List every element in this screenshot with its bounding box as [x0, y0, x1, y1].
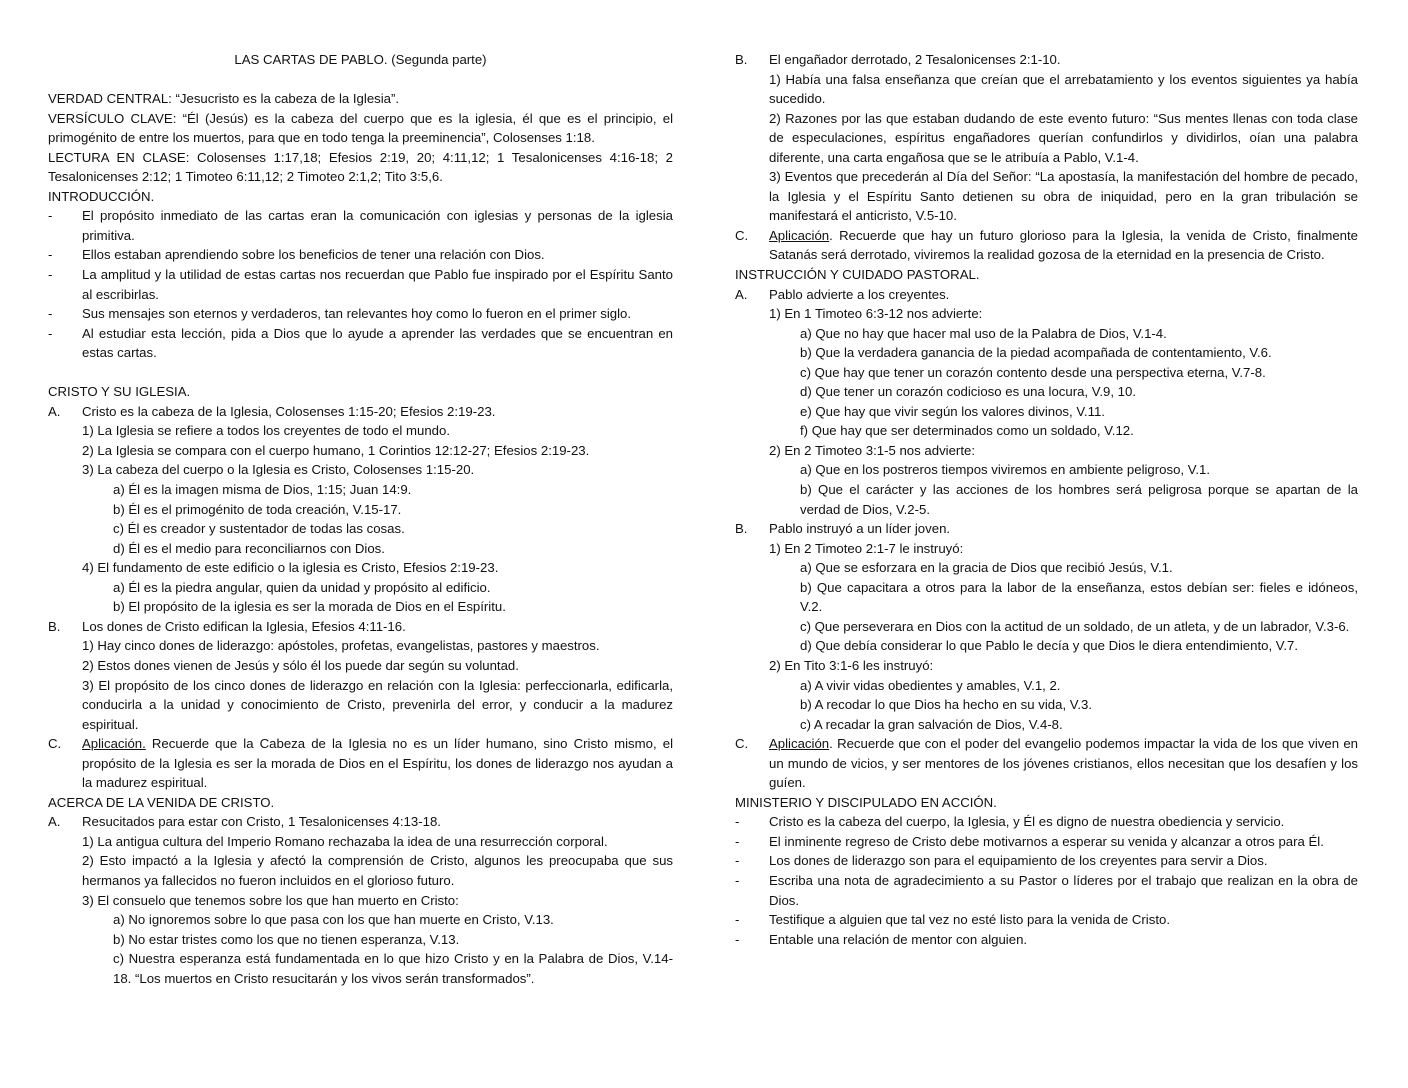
outline-subitem: 1) Hay cinco dones de liderazgo: apóstoles, profetas, evangelistas, pastores y maestros.: [82, 638, 600, 654]
section-heading-venida: ACERCA DE LA VENIDA DE CRISTO.: [48, 794, 275, 810]
outline-point: c) Él es creador y sustentador de todas las cosas.: [113, 521, 405, 537]
outline-point: b) Que el carácter y las acciones de los hombres será peligrosa porque se apartan de la verdad de Dios, V.2-5.: [800, 482, 1358, 517]
outline-subitem: 4) El fundamento de este edificio o la iglesia es Cristo, Efesios 2:19-23.: [82, 560, 499, 576]
outline-item-a: A. Pablo advierte a los creyentes.: [735, 286, 950, 302]
outline-point: c) A recadar la gran salvación de Dios, V.4-8.: [800, 716, 1063, 732]
section-heading-ministerio: MINISTERIO Y DISCIPULADO EN ACCIÓN.: [735, 794, 997, 810]
outline-subitem: 2) Razones por las que estaban dudando de este evento futuro: “Sus mentes llenas con toda clase de especulaciones, espíritus engañadores querían confundirlos y dividirlos, oían una palabra diferente, una carta engañosa que se le atribuía a Pablo, V.1-4.: [769, 110, 1358, 165]
outline-point: a) Que no hay que hacer mal uso de la Palabra de Dios, V.1-4.: [800, 325, 1167, 341]
outline-point: b) No estar tristes como los que no tienen esperanza, V.13.: [113, 931, 460, 947]
outline-point: a) A vivir vidas obedientes y amables, V.1, 2.: [800, 677, 1061, 693]
outline-item-a: A. Cristo es la cabeza de la Iglesia, Colosenses 1:15-20; Efesios 2:19-23.: [48, 403, 496, 419]
outline-point: b) Que la verdadera ganancia de la piedad acompañada de contentamiento, V.6.: [800, 345, 1272, 361]
ministerio-item: - Entable una relación de mentor con alguien.: [735, 931, 1028, 947]
verdad-central: VERDAD CENTRAL: “Jesucristo es la cabeza de la Iglesia”.: [48, 91, 400, 107]
outline-item-c: C. Aplicación. Recuerde que la Cabeza de la Iglesia no es un líder humano, sino Cristo mismo, el propósito de la Iglesia es ser la morada de Dios en el Espíritu, los dones de liderazgo nos ayudan a la madurez espiritual.: [48, 736, 673, 791]
outline-point: c) Nuestra esperanza está fundamentada en lo que hizo Cristo y en la Palabra de Dios, V.14-18. “Los muertos en Cristo resucitarán y los vivos serán transformados”.: [113, 951, 673, 986]
outline-point: a) Que en los postreros tiempos viviremos en ambiente peligroso, V.1.: [800, 462, 1210, 478]
outline-subitem: 2) La Iglesia se compara con el cuerpo humano, 1 Corintios 12:12-27; Efesios 2:19-23.: [82, 442, 590, 458]
outline-point: a) No ignoremos sobre lo que pasa con los que han muerte en Cristo, V.13.: [113, 912, 554, 928]
outline-subitem: 2) En Tito 3:1-6 les instruyó:: [769, 657, 934, 673]
outline-point: d) Que tener un corazón codicioso es una locura, V.9, 10.: [800, 384, 1137, 400]
outline-point: b) A recodar lo que Dios ha hecho en su vida, V.3.: [800, 697, 1093, 713]
outline-subitem: 3) Eventos que precederán al Día del Señor: “La apostasía, la manifestación del hombre de pecado, la Iglesia y el Espíritu Santo detienen su obra de iniquidad, pero en la gran tribulación se manifestará el anticristo, V.5-10.: [769, 169, 1358, 224]
outline-subitem: 2) En 2 Timoteo 3:1-5 nos advierte:: [769, 442, 975, 458]
aplicacion-label: Aplicación.: [82, 736, 146, 752]
outline-point: a) Que se esforzara en la gracia de Dios que recibió Jesús, V.1.: [800, 560, 1173, 576]
left-column: [48, 50, 673, 988]
intro-item: - Sus mensajes son eternos y verdaderos, tan relevantes hoy como lo fueron en el primer siglo.: [48, 306, 632, 322]
outline-subitem: 3) El propósito de los cinco dones de liderazgo en relación con la Iglesia: perfeccionarla, edificarla, conducirla a la unidad y conocimiento de Cristo, prevenirla del error, y conducir a la madurez espiritual.: [82, 677, 673, 732]
outline-subitem: 2) Esto impactó a la Iglesia y afectó la comprensión de Cristo, algunos les preocupaba que sus hermanos ya fallecidos no fueron incluidos en el glorioso futuro.: [82, 853, 673, 888]
outline-point: b) Él es el primogénito de toda creación, V.15-17.: [113, 501, 402, 517]
intro-item: - La amplitud y la utilidad de estas cartas nos recuerdan que Pablo fue inspirado por el Espíritu Santo al escribirlas.: [48, 267, 673, 302]
outline-item-b: B. Pablo instruyó a un líder joven.: [735, 521, 951, 537]
intro-heading: INTRODUCCIÓN.: [48, 188, 155, 204]
outline-point: f) Que hay que ser determinados como un soldado, V.12.: [800, 423, 1134, 439]
ministerio-item: - El inminente regreso de Cristo debe motivarnos a esperar su venida y alcanzar a otros para Él.: [735, 833, 1324, 849]
outline-point: c) Que hay que tener un corazón contento desde una perspectiva eterna, V.7-8.: [800, 364, 1266, 380]
outline-subitem: 2) Estos dones vienen de Jesús y sólo él los puede dar según su voluntad.: [82, 657, 519, 673]
versiculo-clave: VERSÍCULO CLAVE: “Él (Jesús) es la cabeza del cuerpo que es la iglesia, él que es el principio, el primogénito de entre los muertos, para que en todo tenga la preeminencia”, Colosenses 1:18.: [48, 110, 673, 146]
outline-subitem: 1) La antigua cultura del Imperio Romano rechazaba la idea de una resurrección corporal.: [82, 833, 608, 849]
intro-item: - Al estudiar esta lección, pida a Dios que lo ayude a aprender las verdades que se encuentran en estas cartas.: [48, 325, 673, 361]
aplicacion-label: Aplicación: [769, 736, 830, 752]
outline-item-a: A. Resucitados para estar con Cristo, 1 Tesalonicenses 4:13-18.: [48, 814, 441, 830]
section-heading-instruccion: INSTRUCCIÓN Y CUIDADO PASTORAL.: [735, 267, 980, 283]
ministerio-item: - Cristo es la cabeza del cuerpo, la Iglesia, y Él es digno de nuestra obediencia y servicio.: [735, 814, 1285, 830]
outline-item-b: B. Los dones de Cristo edifican la Iglesia, Efesios 4:11-16.: [48, 618, 406, 634]
outline-point: a) Él es la piedra angular, quien da unidad y propósito al edificio.: [113, 579, 491, 595]
intro-item: - El propósito inmediato de las cartas eran la comunicación con iglesias y personas de la iglesia primitiva.: [48, 208, 673, 243]
outline-point: d) Él es el medio para reconciliarnos con Dios.: [113, 540, 385, 556]
outline-point: a) Él es la imagen misma de Dios, 1:15; Juan 14:9.: [113, 482, 412, 498]
outline-item-c: C. Aplicación. Recuerde que hay un futuro glorioso para la Iglesia, la venida de Cristo, finalmente Satanás será derrotado, viviremos la realidad gozosa de la eternidad en la presencia de Cristo.: [735, 227, 1358, 263]
outline-point: e) Que hay que vivir según los valores divinos, V.11.: [800, 403, 1105, 419]
outline-subitem: 1) Había una falsa enseñanza que creían que el arrebatamiento y los eventos siguientes ya había sucedido.: [769, 71, 1358, 107]
lectura-en-clase: LECTURA EN CLASE: Colosenses 1:17,18; Efesios 2:19, 20; 4:11,12; 1 Tesalonicenses 4:16-18; 2 Tesalonicenses 2:12; 1 Timoteo 6:11,12; 2 Timoteo 2:1,2; Tito 3:5,6.: [48, 149, 673, 185]
ministerio-item: - Los dones de liderazgo son para el equipamiento de los creyentes para servir a Dios.: [735, 853, 1268, 869]
intro-item: - Ellos estaban aprendiendo sobre los beneficios de tener una relación con Dios.: [48, 247, 545, 263]
outline-subitem: 1) En 2 Timoteo 2:1-7 le instruyó:: [769, 540, 964, 556]
section-heading-cristo: CRISTO Y SU IGLESIA.: [48, 384, 191, 400]
outline-point: b) El propósito de la iglesia es ser la morada de Dios en el Espíritu.: [113, 599, 506, 615]
outline-point: d) Que debía considerar lo que Pablo le decía y que Dios le diera entendimiento, V.7.: [800, 638, 1299, 654]
outline-point: b) Que capacitara a otros para la labor de la enseñanza, estos debían ser: fieles e idóneos, V.2.: [800, 579, 1358, 615]
ministerio-item: - Testifique a alguien que tal vez no esté listo para la venida de Cristo.: [735, 912, 1170, 928]
aplicacion-label: Aplicación: [769, 227, 830, 243]
outline-subitem: 1) La Iglesia se refiere a todos los creyentes de todo el mundo.: [82, 423, 451, 439]
outline-subitem: 3) El consuelo que tenemos sobre los que han muerto en Cristo:: [82, 892, 459, 908]
outline-subitem: 1) En 1 Timoteo 6:3-12 nos advierte:: [769, 306, 983, 322]
ministerio-item: - Escriba una nota de agradecimiento a su Pastor o líderes por el trabajo que realizan en la obra de Dios.: [735, 872, 1358, 908]
outline-subitem: 3) La cabeza del cuerpo o la Iglesia es Cristo, Colosenses 1:15-20.: [82, 462, 475, 478]
outline-point: c) Que perseverara en Dios con la actitud de un soldado, de un atleta, y de un labrador, V.3-6.: [800, 618, 1350, 634]
outline-item-b: B. El engañador derrotado, 2 Tesalonicenses 2:1-10.: [735, 52, 1061, 67]
document-title: LAS CARTAS DE PABLO. (Segunda parte): [234, 52, 487, 67]
outline-item-c: C. Aplicación. Recuerde que con el poder del evangelio podemos impactar la vida de los que viven en un mundo de vicios, y ser mentores de los jóvenes cristianos, ellos necesitan que los desafíen y los guíen.: [735, 736, 1358, 791]
right-column: [735, 50, 1358, 949]
